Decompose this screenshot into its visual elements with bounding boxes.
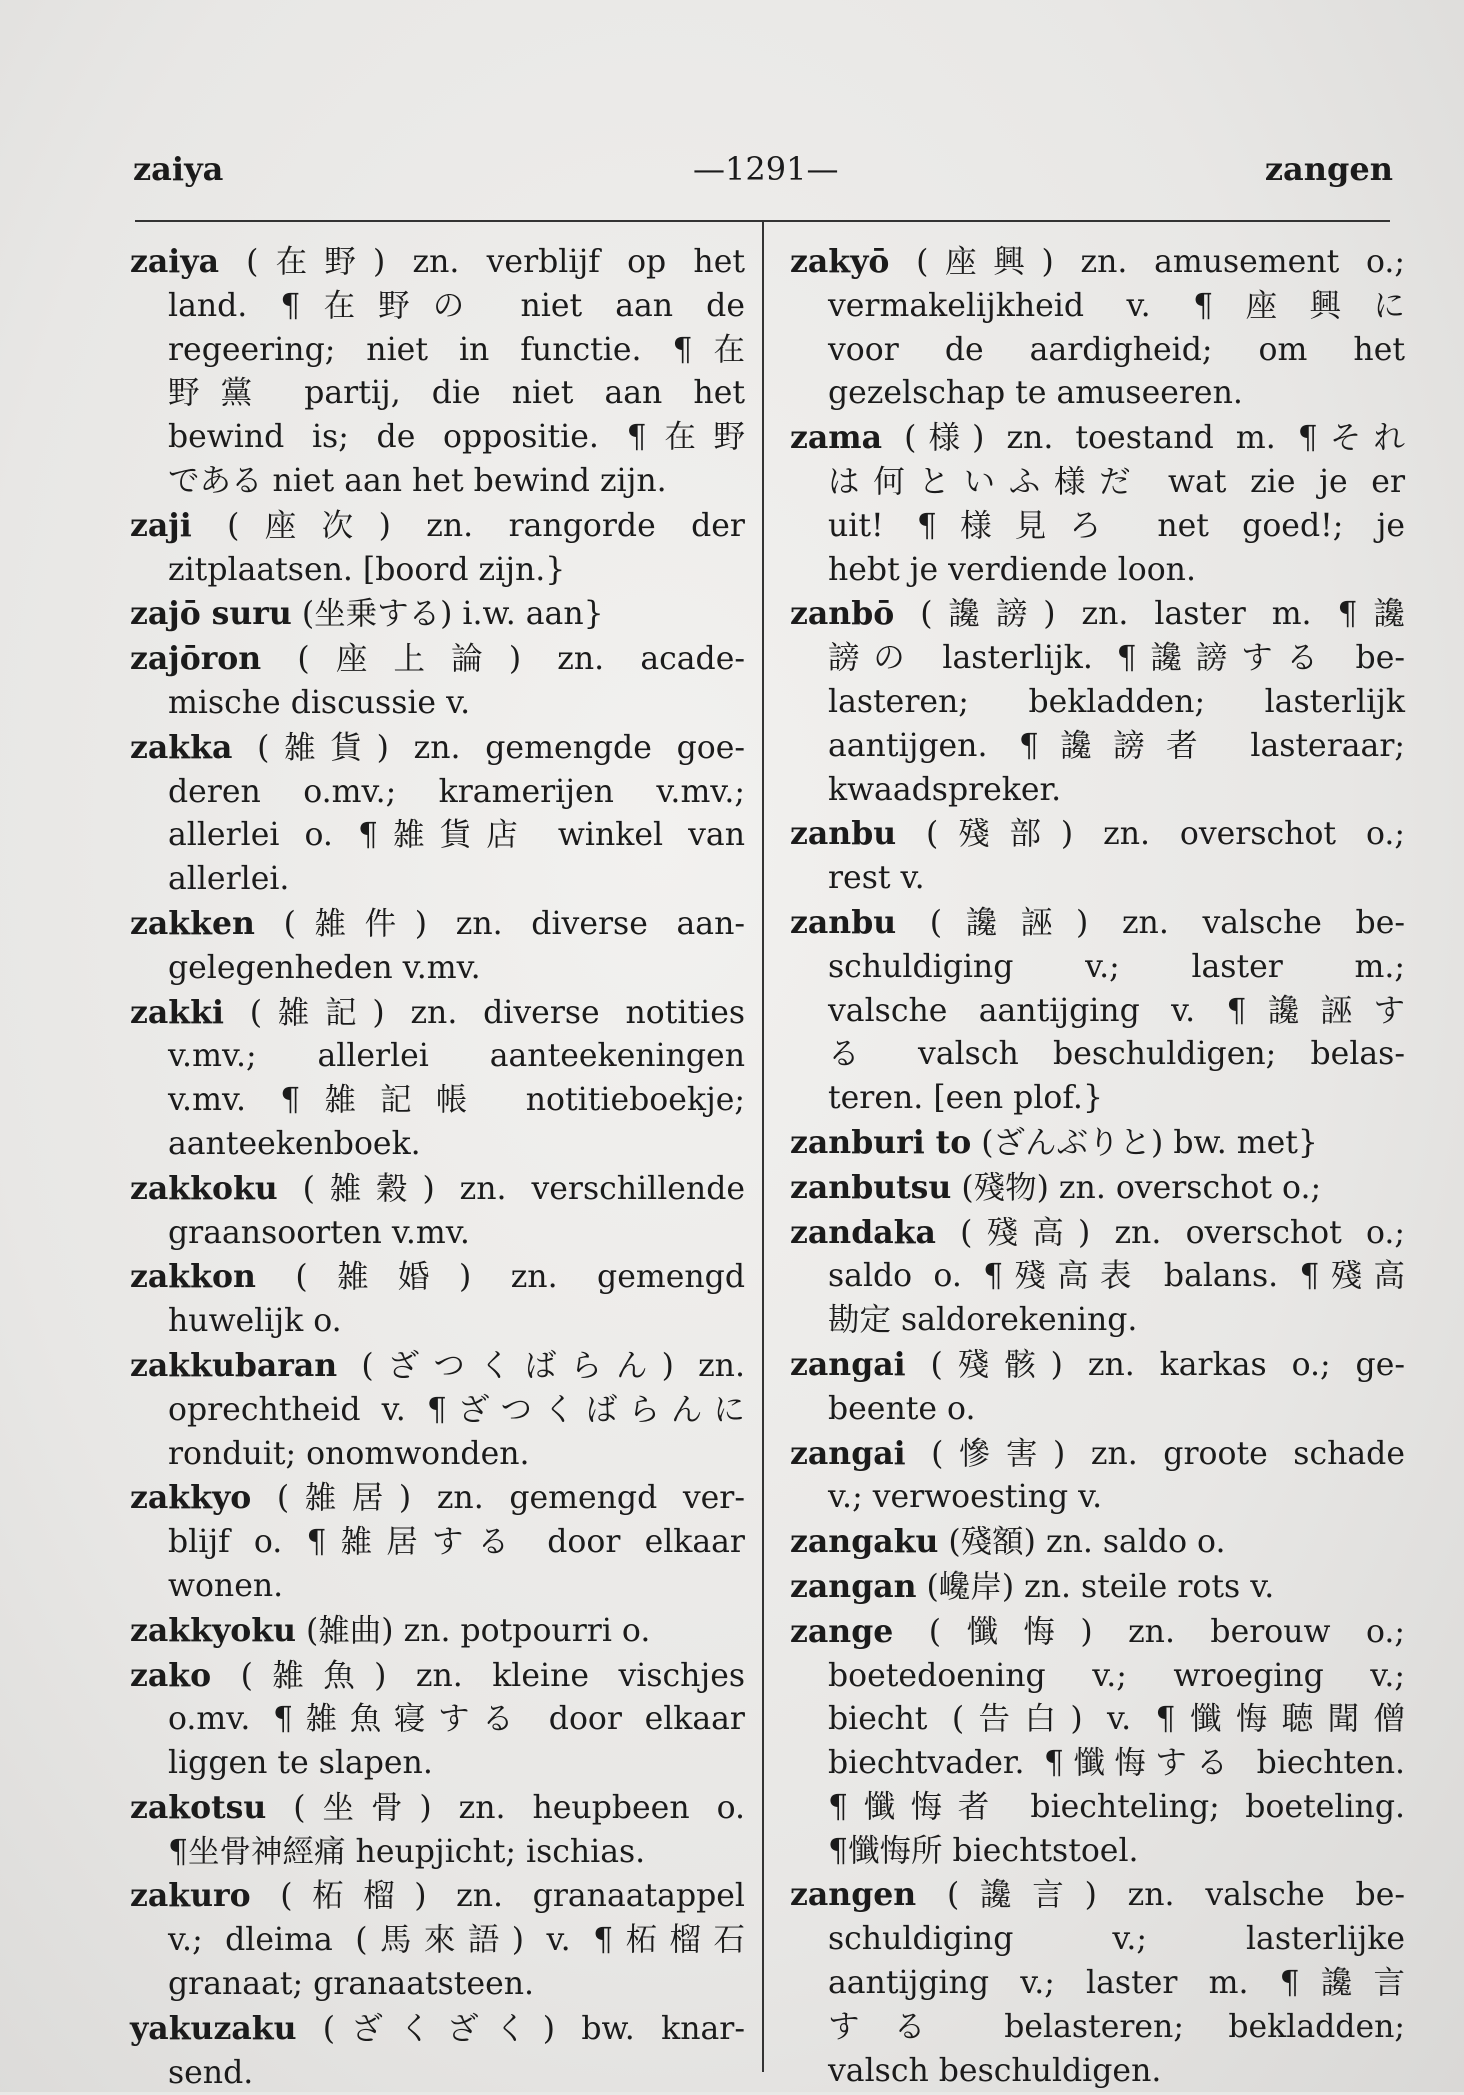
entry-continuation-line: v.mv.; allerlei aanteekeningen [168, 1038, 745, 1075]
dictionary-entry [790, 1343, 1405, 1432]
entry-continuation-line: gelegenheden v.mv. [168, 949, 481, 986]
entry-continuation-line: send. [168, 2054, 254, 2091]
entry-continuation-line: schuldiging v.; laster m.; [828, 948, 1405, 985]
entry-continuation-line: o.mv. ¶雑魚寝する door elkaar [168, 1701, 745, 1738]
entry-headline: zanbō (讒謗) zn. laster m. ¶讒 [790, 595, 1405, 633]
right-column [790, 240, 1405, 2093]
entry-continuation-line: zitplaatsen. [boord zijn.} [168, 551, 566, 588]
entry-continuation-line: boetedoening v.; wroeging v.; [828, 1657, 1405, 1694]
entry-headline: zakki (雑記) zn. diverse notities [130, 993, 745, 1031]
page-number: —1291— [693, 150, 839, 188]
entry-headline: zakkyoku (雑曲) zn. potpourri o. [130, 1611, 651, 1649]
entry-continuation-line: gezelschap te amuseeren. [828, 375, 1243, 412]
dictionary-entry [790, 240, 1405, 416]
entry-continuation-line: biechtvader. ¶懺悔する biechten. [828, 1745, 1405, 1782]
entry-continuation-line: oprechtheid v. ¶ざつくばらんに [168, 1391, 745, 1428]
entry-continuation-line: allerlei. [168, 861, 290, 898]
entry-continuation-line: wonen. [168, 1567, 284, 1604]
entry-headline: zangen (讒言) zn. valsche be- [790, 1876, 1405, 1914]
entry-headline: zako (雑魚) zn. kleine vischjes [130, 1656, 745, 1694]
entry-headline: zandaka (殘高) zn. overschot o.; [790, 1213, 1405, 1251]
entry-continuation-line: schuldiging v.; lasterlijke [828, 1921, 1405, 1958]
entry-continuation-line: hebt je verdiende loon. [828, 551, 1196, 588]
entry-continuation-line: である niet aan het bewind zijn. [168, 462, 667, 499]
entry-headline: zajō suru (坐乗する) i.w. aan} [130, 595, 604, 633]
entry-headline: zakkubaran (ざつくばらん) zn. [130, 1346, 745, 1384]
dictionary-entry [790, 1520, 1405, 1565]
entry-headline: zakken (雑件) zn. diverse aan- [130, 904, 745, 942]
column-divider [762, 222, 764, 2072]
entry-continuation-line: voor de aardigheid; om het [828, 331, 1405, 368]
entry-headline: zangai (慘害) zn. groote schade [790, 1434, 1405, 1472]
entry-continuation-line: は何といふ様だ wat zie je er [828, 463, 1405, 500]
dictionary-entry [130, 1786, 745, 1875]
entry-continuation-line: 謗の lasterlijk. ¶讒謗する be- [828, 640, 1405, 677]
dictionary-entry [790, 592, 1405, 812]
entry-continuation-line: lasteren; bekladden; lasterlijk [828, 683, 1405, 720]
entry-headline: zakkyo (雑居) zn. gemengd ver- [130, 1479, 745, 1517]
entry-continuation-line: liggen te slapen. [168, 1745, 433, 1782]
entry-headline: zakkoku (雑穀) zn. verschillende [130, 1169, 745, 1207]
header-right-guideword: zangen [1264, 150, 1393, 188]
entry-headline: zangai (殘骸) zn. karkas o.; ge- [790, 1345, 1405, 1383]
entry-continuation-line: ¶懺悔所 biechtstoel. [828, 1832, 1139, 1869]
entry-continuation-line: graansoorten v.mv. [168, 1214, 470, 1251]
dictionary-entry [130, 592, 745, 637]
dictionary-entry [130, 991, 745, 1167]
entry-continuation-line: beente o. [828, 1390, 976, 1427]
entry-headline: zangan (巉岸) zn. steile rots v. [790, 1567, 1275, 1605]
dictionary-entry [130, 1654, 745, 1786]
entry-continuation-line: bewind is; de oppositie. ¶在野 [168, 419, 745, 456]
entry-continuation-line: teren. [een plof.} [828, 1080, 1103, 1117]
entry-continuation-line: v.; verwoesting v. [828, 1479, 1103, 1516]
entry-continuation-line: aanteekenboek. [168, 1125, 421, 1162]
entry-headline: zakyō (座興) zn. amusement o.; [790, 243, 1405, 280]
entry-continuation-line: 勘定 saldorekening. [828, 1302, 1138, 1339]
entry-continuation-line: valsche aantijging v. ¶讒誣す [828, 992, 1405, 1029]
dictionary-entry [130, 1874, 745, 2006]
dictionary-entry [130, 637, 745, 726]
dictionary-entry [790, 812, 1405, 901]
entry-headline: zajōron (座上論) zn. acade- [130, 640, 745, 678]
entry-continuation-line: 野黨 partij, die niet aan het [168, 375, 745, 412]
entry-continuation-line: allerlei o. ¶雑貨店 winkel van [168, 817, 745, 854]
entry-headline: zaji (座次) zn. rangorde der [130, 506, 745, 544]
header-left-guideword: zaiya [133, 150, 224, 188]
entry-continuation-line: aantijgen. ¶讒謗者 lasteraar; [828, 727, 1405, 764]
entry-headline: zakotsu (坐骨) zn. heupbeen o. [130, 1788, 745, 1826]
entry-continuation-line: aantijging v.; laster m. ¶讒言 [828, 1965, 1405, 2002]
entry-headline: zanburi to (ざんぶりと) bw. met} [790, 1123, 1318, 1161]
entry-headline: zakkon (雑婚) zn. gemengd [130, 1258, 745, 1296]
entry-continuation-line: ronduit; onomwonden. [168, 1435, 530, 1472]
left-column [130, 240, 745, 2095]
entry-continuation-line: ¶懺悔者 biechteling; boeteling. [828, 1788, 1405, 1825]
entry-continuation-line: v.mv. ¶雑記帳 notitieboekje; [168, 1082, 745, 1119]
entry-continuation-line: する belasteren; bekladden; [828, 2008, 1405, 2045]
entry-headline: zama (様) zn. toestand m. ¶それ [790, 419, 1405, 457]
dictionary-entry [790, 1121, 1405, 1166]
entry-continuation-line: vermakelijkheid v. ¶座興に [828, 287, 1405, 324]
dictionary-entry [790, 901, 1405, 1121]
dictionary-entry [130, 726, 745, 902]
entry-continuation-line: biecht (告白) v. ¶懺悔聴聞僧 [828, 1701, 1405, 1738]
entry-continuation-line: deren o.mv.; kramerijen v.mv.; [168, 773, 745, 810]
entry-continuation-line: v.; dleima (馬來語) v. ¶柘榴石 [168, 1922, 745, 1959]
dictionary-entry [130, 902, 745, 991]
entry-continuation-line: huwelijk o. [168, 1303, 342, 1340]
dictionary-entry [130, 1167, 745, 1256]
dictionary-entry [790, 1211, 1405, 1343]
entry-continuation-line: kwaadspreker. [828, 771, 1062, 808]
dictionary-entry [130, 1609, 745, 1654]
entry-continuation-line: regeering; niet in functie. ¶在 [168, 331, 745, 368]
dictionary-entry [790, 416, 1405, 592]
entry-headline: zanbutsu (殘物) zn. overschot o.; [790, 1168, 1322, 1206]
dictionary-entry [790, 1565, 1405, 1610]
entry-continuation-line: uit! ¶様見ろ net goed!; je [828, 507, 1405, 544]
entry-headline: zanbu (殘部) zn. overschot o.; [790, 815, 1405, 853]
entry-continuation-line: valsch beschuldigen. [828, 2052, 1162, 2089]
entry-continuation-line: mische discussie v. [168, 684, 471, 721]
entry-continuation-line: saldo o. ¶殘高表 balans. ¶殘高 [828, 1258, 1405, 1295]
dictionary-entry [130, 504, 745, 593]
dictionary-entry [130, 1255, 745, 1344]
entry-continuation-line: ¶坐骨神經痛 heupjicht; ischias. [168, 1833, 646, 1870]
dictionary-entry [790, 1432, 1405, 1521]
dictionary-entry [130, 1476, 745, 1608]
entry-headline: zaiya (在野) zn. verblijf op het [130, 243, 745, 280]
dictionary-entry [130, 240, 745, 504]
entry-continuation-line: rest v. [828, 860, 925, 897]
entry-continuation-line: blijf o. ¶雑居する door elkaar [168, 1524, 745, 1561]
entry-headline: yakuzaku (ざくざく) bw. knar- [130, 2009, 745, 2047]
dictionary-entry [790, 1873, 1405, 2093]
dictionary-entry [130, 1344, 745, 1476]
entry-headline: zanbu (讒誣) zn. valsche be- [790, 903, 1405, 941]
entry-continuation-line: granaat; granaatsteen. [168, 1966, 535, 2003]
entry-headline: zange (懺悔) zn. berouw o.; [790, 1612, 1405, 1650]
entry-continuation-line: る valsch beschuldigen; belas- [828, 1036, 1405, 1073]
entry-headline: zangaku (殘額) zn. saldo o. [790, 1523, 1226, 1561]
dictionary-entry [130, 2007, 745, 2095]
page-header [133, 150, 1393, 200]
entry-headline: zakuro (柘榴) zn. granaatappel [130, 1877, 745, 1915]
dictionary-entry [790, 1166, 1405, 1211]
entry-continuation-line: land. ¶在野の niet aan de [168, 287, 745, 324]
entry-headline: zakka (雑貨) zn. gemengde goe- [130, 728, 745, 766]
dictionary-entry [790, 1610, 1405, 1874]
